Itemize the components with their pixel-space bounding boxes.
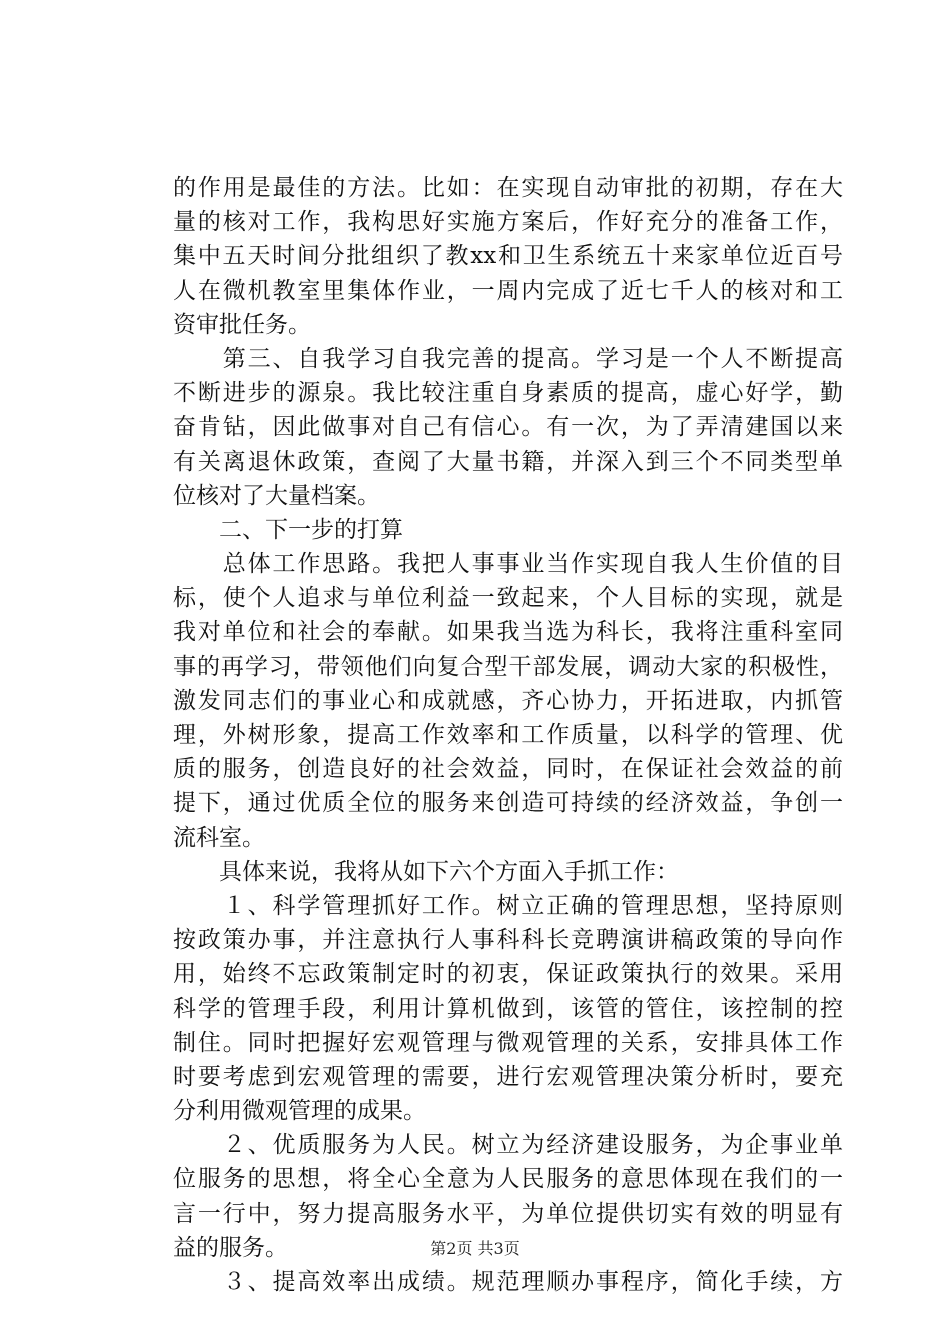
text-line: 提下，通过优质全位的服务来创造可持续的经济效益，争创一 (173, 790, 843, 817)
text-line: 分利用微观管理的成果。 (173, 1098, 426, 1125)
text-line: 激发同志们的事业心和成就感，齐心协力，开拓进取，内抓管 (173, 687, 843, 714)
text-line: 有关离退休政策，查阅了大量书籍，并深入到三个不同类型单 (173, 448, 843, 475)
text-line: ３、提高效率出成绩。规范理顺办事程序，简化手续，方 (173, 1269, 843, 1295)
page-number-footer: 第2页 共3页 (430, 1239, 520, 1258)
text-line: 制住。同时把握好宏观管理与微观管理的关系，安排具体工作 (173, 1029, 843, 1056)
text-line: 质的服务，创造良好的社会效益，同时，在保证社会效益的前 (173, 756, 843, 783)
text-line: 第三、自我学习自我完善的提高。学习是一个人不断提高 (173, 345, 843, 372)
text-line: 不断进步的源泉。我比较注重自身素质的提高，虚心好学，勤 (173, 380, 843, 407)
document-body (173, 171, 843, 1299)
text-line: 我对单位和社会的奉献。如果我当选为科长，我将注重科室同 (173, 619, 843, 646)
text-line: 科学的管理手段，利用计算机做到，该管的管住，该控制的控 (173, 995, 843, 1022)
text-line: 时要考虑到宏观管理的需要，进行宏观管理决策分析时，要充 (173, 1063, 843, 1090)
text-line: 益的服务。 (173, 1234, 288, 1261)
text-line: 用，始终不忘政策制定时的初衷，保证政策执行的效果。采用 (173, 961, 843, 988)
text-line: 的作用是最佳的方法。比如：在实现自动审批的初期，存在大 (173, 175, 843, 201)
text-line: ２、优质服务为人民。树立为经济建设服务，为企事业单 (173, 1132, 843, 1159)
text-line: 位服务的思想，将全心全意为人民服务的意思体现在我们的一 (173, 1166, 843, 1193)
text-line: 集中五天时间分批组织了教xx和卫生系统五十来家单位近百号 (173, 243, 843, 270)
text-line: 奋肯钻，因此做事对自己有信心。有一次，为了弄清建国以来 (173, 414, 843, 441)
text-line: 位核对了大量档案。 (173, 482, 380, 509)
text-line: 资审批任务。 (173, 311, 311, 338)
text-line: 按政策办事，并注意执行人事科科长竞聘演讲稿政策的导向作 (173, 927, 843, 954)
text-line: 理，外树形象，提高工作效率和工作质量，以科学的管理、优 (173, 722, 843, 748)
text-line: 事的再学习，带领他们向复合型干部发展，调动大家的积极性， (173, 653, 843, 680)
section-heading: 二、下一步的打算 (173, 516, 403, 543)
text-line: 量的核对工作，我构思好实施方案后，作好充分的准备工作， (173, 209, 843, 236)
text-line: 言一行中，努力提高服务水平，为单位提供切实有效的明显有 (173, 1200, 843, 1227)
text-line: １、科学管理抓好工作。树立正确的管理思想，坚持原则 (173, 892, 843, 919)
text-line: 具体来说，我将从如下六个方面入手抓工作： (173, 858, 679, 885)
text-line: 标，使个人追求与单位利益一致起来，个人目标的实现，就是 (173, 585, 843, 612)
text-line: 总体工作思路。我把人事事业当作实现自我人生价值的目 (173, 551, 843, 578)
text-line: 流科室。 (173, 824, 265, 851)
text-line: 人在微机教室里集体作业，一周内完成了近七千人的核对和工 (173, 277, 843, 304)
